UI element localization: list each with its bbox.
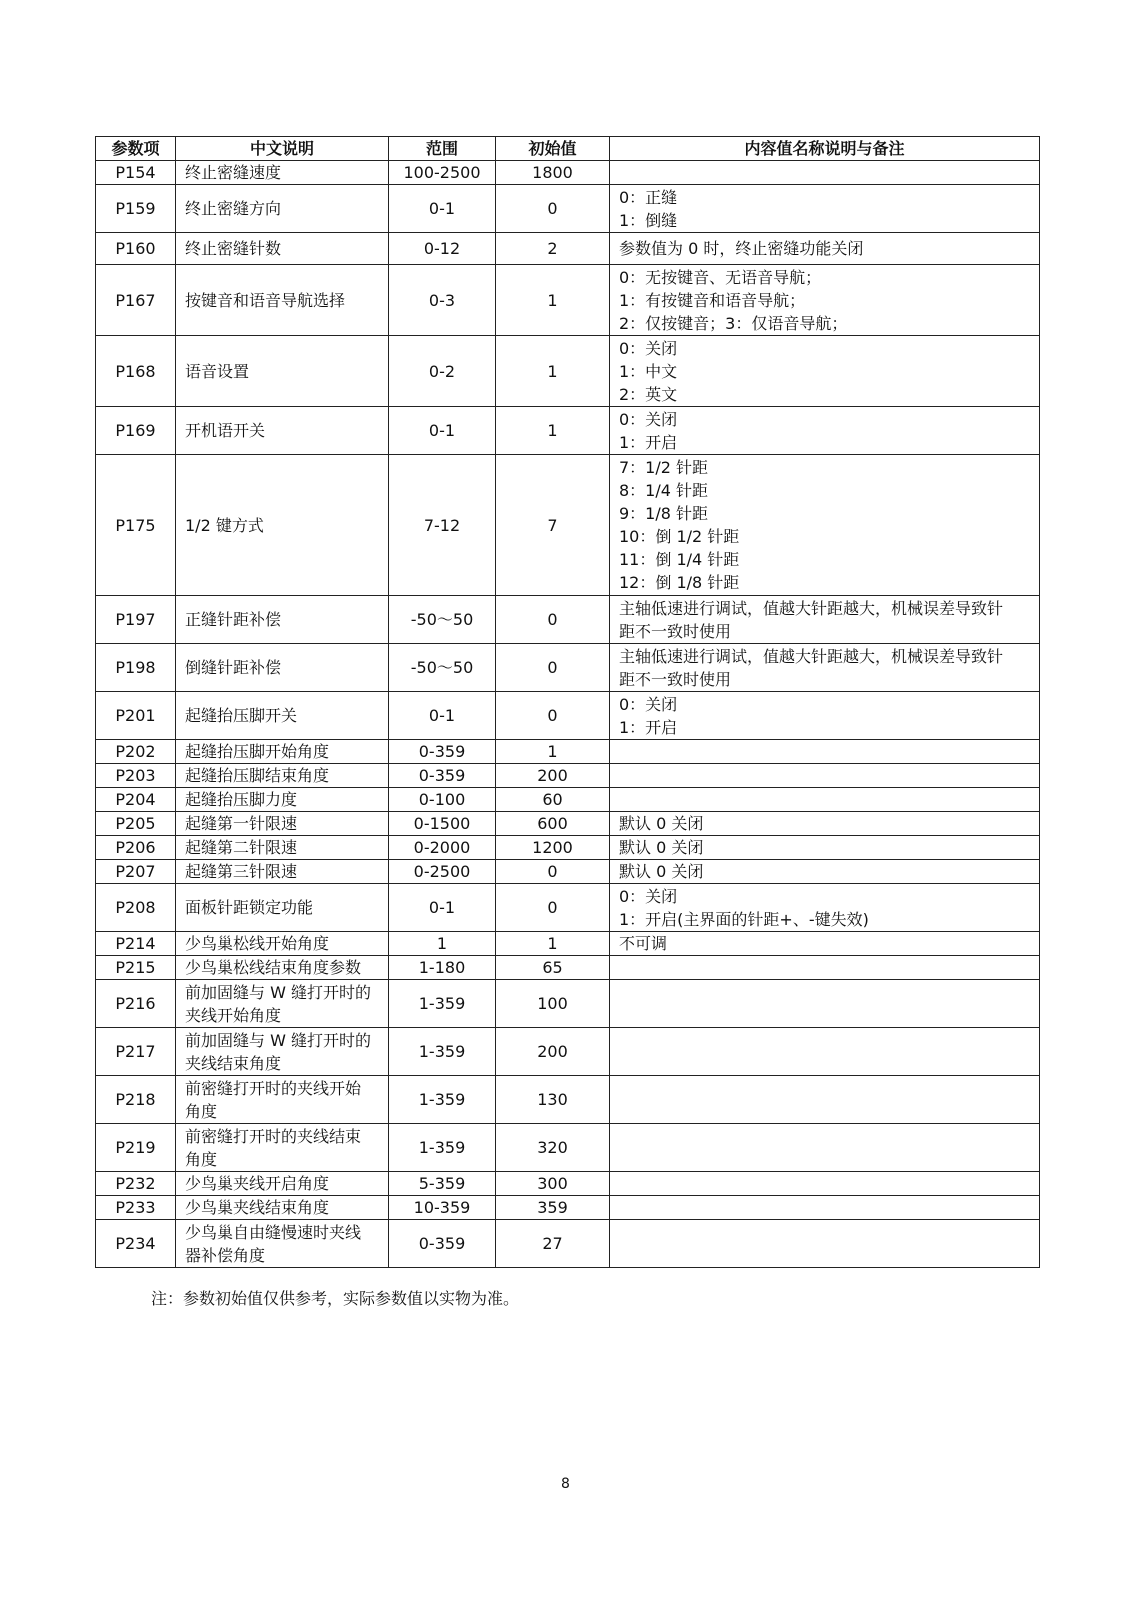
notes-cell xyxy=(610,336,1040,407)
initial-value-cell: 100 xyxy=(496,980,610,1028)
range-cell: -50～50 xyxy=(389,644,496,692)
table-row xyxy=(96,455,1040,596)
notes-cell xyxy=(610,956,1040,980)
description-cell xyxy=(176,455,389,596)
table-row xyxy=(96,980,1040,1028)
initial-value-cell: 1 xyxy=(496,740,610,764)
table-row xyxy=(96,788,1040,812)
table-row xyxy=(96,407,1040,455)
description-cell xyxy=(176,1124,389,1172)
notes-cell xyxy=(610,1076,1040,1124)
initial-value-cell: 1800 xyxy=(496,161,610,185)
description-cell xyxy=(176,596,389,644)
range-cell: 1-359 xyxy=(389,1124,496,1172)
description-line: 起缝第三针限速 xyxy=(185,862,298,881)
notes-cell xyxy=(610,265,1040,336)
note-line: 2：仅按键音；3：仅语音导航； xyxy=(619,313,848,333)
notes-cell xyxy=(610,812,1040,836)
description-cell xyxy=(176,1196,389,1220)
range-cell: 1-359 xyxy=(389,980,496,1028)
param-id-cell: P197 xyxy=(96,596,176,644)
description-line: 面板针距锁定功能 xyxy=(185,898,314,917)
table-row xyxy=(96,644,1040,692)
notes-cell xyxy=(610,764,1040,788)
description-line: 前加固缝与 W 缝打开时的 xyxy=(185,1030,371,1050)
table-row xyxy=(96,932,1040,956)
note-line: 1：倒缝 xyxy=(619,210,678,230)
description-cell xyxy=(176,692,389,740)
description-line: 语音设置 xyxy=(185,361,250,381)
range-cell: 7-12 xyxy=(389,455,496,596)
param-id-cell: P154 xyxy=(96,161,176,185)
notes-cell xyxy=(610,788,1040,812)
initial-value-cell: 1 xyxy=(496,407,610,455)
range-cell: 0-1500 xyxy=(389,812,496,836)
description-line: 角度 xyxy=(185,1101,218,1121)
initial-value-cell: 130 xyxy=(496,1076,610,1124)
range-cell: 10-359 xyxy=(389,1196,496,1220)
param-id-cell: P167 xyxy=(96,265,176,336)
initial-value-cell: 0 xyxy=(496,644,610,692)
param-id-cell: P169 xyxy=(96,407,176,455)
description-line: 前加固缝与 W 缝打开时的 xyxy=(185,982,371,1002)
note-line: 12：倒 1/8 针距 xyxy=(619,573,740,592)
description-cell xyxy=(176,812,389,836)
note-line: 0：关闭 xyxy=(619,694,678,714)
table-row xyxy=(96,1220,1040,1268)
notes-cell xyxy=(610,1172,1040,1196)
note-line: 10：倒 1/2 针距 xyxy=(619,527,740,546)
table-header-row xyxy=(96,137,1040,161)
range-cell: 0-2500 xyxy=(389,860,496,884)
description-cell xyxy=(176,836,389,860)
range-cell: 0-2 xyxy=(389,336,496,407)
range-cell: 0-1 xyxy=(389,692,496,740)
notes-cell xyxy=(610,692,1040,740)
initial-value-cell: 0 xyxy=(496,185,610,233)
notes-cell xyxy=(610,1124,1040,1172)
range-cell: 1-359 xyxy=(389,1076,496,1124)
param-id-cell: P208 xyxy=(96,884,176,932)
table-row xyxy=(96,860,1040,884)
note-line: 1：开启 xyxy=(619,432,678,452)
table-row xyxy=(96,336,1040,407)
description-line: 倒缝针距补偿 xyxy=(185,658,282,677)
description-cell xyxy=(176,1220,389,1268)
range-cell: 1 xyxy=(389,932,496,956)
description-line: 起缝第二针限速 xyxy=(185,838,298,857)
description-line: 夹线结束角度 xyxy=(185,1053,282,1073)
description-cell xyxy=(176,764,389,788)
notes-cell xyxy=(610,1028,1040,1076)
param-id-cell: P168 xyxy=(96,336,176,407)
range-cell: 0-12 xyxy=(389,233,496,265)
note-line: 1：中文 xyxy=(619,361,678,381)
notes-cell xyxy=(610,740,1040,764)
description-cell xyxy=(176,336,389,407)
param-id-cell: P206 xyxy=(96,836,176,860)
table-row xyxy=(96,1076,1040,1124)
header-range: 范围 xyxy=(389,137,496,161)
description-cell xyxy=(176,161,389,185)
note-line: 距不一致时使用 xyxy=(619,669,732,689)
initial-value-cell: 60 xyxy=(496,788,610,812)
notes-cell xyxy=(610,455,1040,596)
note-line: 1：开启(主界面的针距+、-键失效) xyxy=(619,909,869,929)
initial-value-cell: 200 xyxy=(496,1028,610,1076)
initial-value-cell: 359 xyxy=(496,1196,610,1220)
note-line: 主轴低速进行调试，值越大针距越大，机械误差导致针 xyxy=(619,598,1004,618)
initial-value-cell: 600 xyxy=(496,812,610,836)
table-row xyxy=(96,740,1040,764)
range-cell: 0-359 xyxy=(389,764,496,788)
description-line: 1/2 键方式 xyxy=(185,515,264,535)
description-cell xyxy=(176,233,389,265)
header-description: 中文说明 xyxy=(176,137,389,161)
description-line: 少鸟巢夹线结束角度 xyxy=(185,1198,330,1217)
param-id-cell: P175 xyxy=(96,455,176,596)
range-cell: 0-359 xyxy=(389,1220,496,1268)
description-cell xyxy=(176,860,389,884)
note-line: 不可调 xyxy=(619,934,668,953)
param-id-cell: P232 xyxy=(96,1172,176,1196)
note-line: 默认 0 关闭 xyxy=(619,862,704,881)
description-line: 终止密缝针数 xyxy=(185,239,282,258)
header-notes: 内容值名称说明与备注 xyxy=(610,137,1040,161)
initial-value-cell: 300 xyxy=(496,1172,610,1196)
param-id-cell: P204 xyxy=(96,788,176,812)
range-cell: 5-359 xyxy=(389,1172,496,1196)
param-id-cell: P201 xyxy=(96,692,176,740)
description-line: 开机语开关 xyxy=(185,421,266,440)
notes-cell xyxy=(610,161,1040,185)
description-line: 起缝抬压脚结束角度 xyxy=(185,766,330,785)
initial-value-cell: 65 xyxy=(496,956,610,980)
description-line: 前密缝打开时的夹线结束 xyxy=(185,1126,362,1146)
notes-cell xyxy=(610,836,1040,860)
description-line: 正缝针距补偿 xyxy=(185,610,282,629)
note-line: 0：关闭 xyxy=(619,409,678,429)
range-cell: 1-359 xyxy=(389,1028,496,1076)
note-line: 1：开启 xyxy=(619,717,678,737)
note-line: 0：正缝 xyxy=(619,187,678,207)
range-cell: 100-2500 xyxy=(389,161,496,185)
param-id-cell: P207 xyxy=(96,860,176,884)
initial-value-cell: 200 xyxy=(496,764,610,788)
description-line: 少鸟巢自由缝慢速时夹线 xyxy=(185,1222,362,1242)
notes-cell xyxy=(610,1220,1040,1268)
note-line: 11：倒 1/4 针距 xyxy=(619,550,740,569)
range-cell: 0-3 xyxy=(389,265,496,336)
description-cell xyxy=(176,1172,389,1196)
description-line: 夹线开始角度 xyxy=(185,1005,282,1025)
param-id-cell: P205 xyxy=(96,812,176,836)
note-line: 参数值为 0 时，终止密缝功能关闭 xyxy=(619,239,864,258)
table-row xyxy=(96,161,1040,185)
table-row xyxy=(96,1028,1040,1076)
range-cell: 0-359 xyxy=(389,740,496,764)
note-line: 默认 0 关闭 xyxy=(619,814,704,833)
note-line: 主轴低速进行调试，值越大针距越大，机械误差导致针 xyxy=(619,646,1004,666)
note-line: 1：有按键音和语音导航； xyxy=(619,290,806,310)
description-cell xyxy=(176,956,389,980)
note-line: 0：关闭 xyxy=(619,338,678,358)
notes-cell xyxy=(610,932,1040,956)
initial-value-cell: 320 xyxy=(496,1124,610,1172)
header-param-id: 参数项 xyxy=(96,137,176,161)
initial-value-cell: 0 xyxy=(496,692,610,740)
notes-cell xyxy=(610,407,1040,455)
description-line: 起缝抬压脚开始角度 xyxy=(185,742,330,761)
initial-value-cell: 0 xyxy=(496,860,610,884)
param-id-cell: P233 xyxy=(96,1196,176,1220)
range-cell: -50～50 xyxy=(389,596,496,644)
header-initial-value: 初始值 xyxy=(496,137,610,161)
param-id-cell: P215 xyxy=(96,956,176,980)
range-cell: 1-180 xyxy=(389,956,496,980)
description-cell xyxy=(176,884,389,932)
param-id-cell: P159 xyxy=(96,185,176,233)
range-cell: 0-1 xyxy=(389,884,496,932)
footnote: 注：参数初始值仅供参考，实际参数值以实物为准。 xyxy=(151,1289,520,1308)
table-row xyxy=(96,233,1040,265)
description-line: 起缝抬压脚力度 xyxy=(185,790,298,809)
table-row xyxy=(96,956,1040,980)
notes-cell xyxy=(610,1196,1040,1220)
param-id-cell: P217 xyxy=(96,1028,176,1076)
table-row xyxy=(96,836,1040,860)
notes-cell xyxy=(610,596,1040,644)
param-id-cell: P214 xyxy=(96,932,176,956)
param-id-cell: P160 xyxy=(96,233,176,265)
description-line: 终止密缝速度 xyxy=(185,163,282,182)
description-cell xyxy=(176,788,389,812)
param-id-cell: P216 xyxy=(96,980,176,1028)
description-cell xyxy=(176,1076,389,1124)
description-cell xyxy=(176,740,389,764)
table-row xyxy=(96,185,1040,233)
table-row xyxy=(96,884,1040,932)
param-id-cell: P202 xyxy=(96,740,176,764)
notes-cell xyxy=(610,185,1040,233)
initial-value-cell: 1 xyxy=(496,265,610,336)
range-cell: 0-2000 xyxy=(389,836,496,860)
range-cell: 0-1 xyxy=(389,407,496,455)
note-line: 距不一致时使用 xyxy=(619,621,732,641)
description-line: 少鸟巢夹线开启角度 xyxy=(185,1174,330,1193)
description-line: 终止密缝方向 xyxy=(185,199,282,218)
param-id-cell: P203 xyxy=(96,764,176,788)
param-id-cell: P234 xyxy=(96,1220,176,1268)
param-id-cell: P219 xyxy=(96,1124,176,1172)
table-row xyxy=(96,265,1040,336)
description-line: 前密缝打开时的夹线开始 xyxy=(185,1078,362,1098)
initial-value-cell: 27 xyxy=(496,1220,610,1268)
table-row xyxy=(96,1124,1040,1172)
initial-value-cell: 2 xyxy=(496,233,610,265)
description-cell xyxy=(176,644,389,692)
notes-cell xyxy=(610,233,1040,265)
description-cell xyxy=(176,407,389,455)
initial-value-cell: 1 xyxy=(496,336,610,407)
note-line: 0：关闭 xyxy=(619,886,678,906)
description-cell xyxy=(176,1028,389,1076)
parameter-table xyxy=(95,136,1040,1268)
table-row xyxy=(96,1196,1040,1220)
initial-value-cell: 0 xyxy=(496,596,610,644)
initial-value-cell: 1 xyxy=(496,932,610,956)
note-line: 0：无按键音、无语音导航； xyxy=(619,267,822,287)
note-line: 8：1/4 针距 xyxy=(619,481,709,500)
description-cell xyxy=(176,980,389,1028)
note-line: 2：英文 xyxy=(619,384,678,404)
description-line: 角度 xyxy=(185,1149,218,1169)
note-line: 7：1/2 针距 xyxy=(619,458,709,477)
notes-cell xyxy=(610,644,1040,692)
description-line: 少鸟巢松线开始角度 xyxy=(185,934,330,953)
table-row xyxy=(96,596,1040,644)
param-id-cell: P218 xyxy=(96,1076,176,1124)
param-id-cell: P198 xyxy=(96,644,176,692)
initial-value-cell: 1200 xyxy=(496,836,610,860)
description-cell xyxy=(176,185,389,233)
note-line: 9：1/8 针距 xyxy=(619,504,709,523)
note-line: 默认 0 关闭 xyxy=(619,838,704,857)
table-row xyxy=(96,692,1040,740)
table-row xyxy=(96,764,1040,788)
page-number: 8 xyxy=(561,1476,570,1492)
description-line: 起缝第一针限速 xyxy=(185,814,298,833)
notes-cell xyxy=(610,980,1040,1028)
notes-cell xyxy=(610,884,1040,932)
initial-value-cell: 0 xyxy=(496,884,610,932)
table-body xyxy=(96,161,1040,1268)
initial-value-cell: 7 xyxy=(496,455,610,596)
description-cell xyxy=(176,265,389,336)
description-line: 器补偿角度 xyxy=(185,1245,266,1265)
table-row xyxy=(96,812,1040,836)
description-cell xyxy=(176,932,389,956)
description-line: 按键音和语音导航选择 xyxy=(185,290,346,310)
range-cell: 0-1 xyxy=(389,185,496,233)
description-line: 起缝抬压脚开关 xyxy=(185,706,298,725)
description-line: 少鸟巢松线结束角度参数 xyxy=(185,958,362,977)
table-row xyxy=(96,1172,1040,1196)
notes-cell xyxy=(610,860,1040,884)
range-cell: 0-100 xyxy=(389,788,496,812)
